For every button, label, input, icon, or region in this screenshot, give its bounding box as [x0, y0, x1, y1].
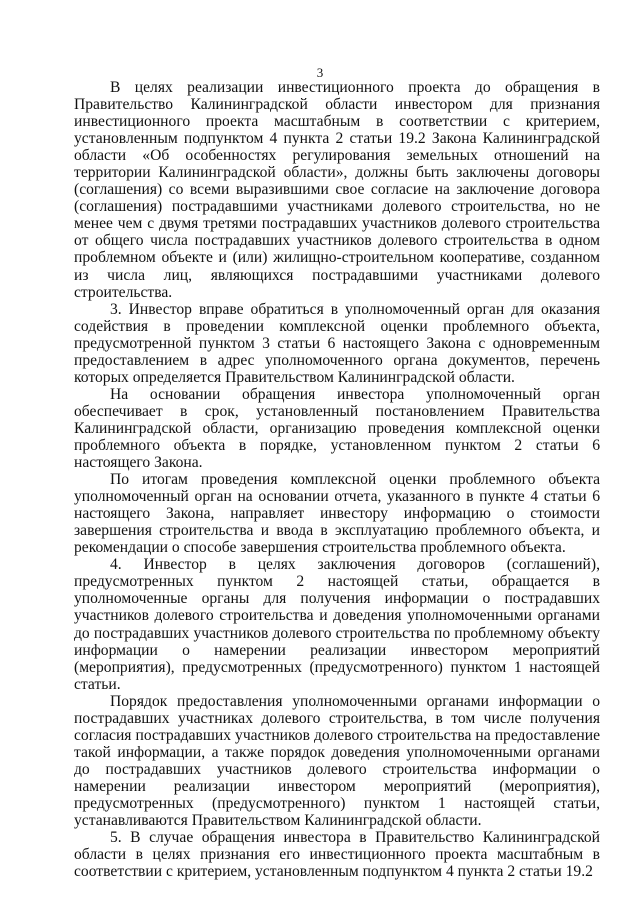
paragraph: В целях реализации инвестиционного проекта до обращения в Правительство Калининградской области инвестором для признания инвестиционного проекта масштабным в соответствии с критерием, установленным подпунктом 4 пункта 2 статьи 19.2 Закона Калининградской области «Об особенностях регулирования земельных отношений на территории Калининградской области», должны быть заключены договоры (соглашения) со всеми выразившими свое согласие на заключение договора (соглашения) пострадавшими участниками долевого строительства, но не менее чем с двумя третями пострадавших участников долевого строительства от общего числа пострадавших участников долевого строительства в одном проблемном объекте и (или) жилищно-строительном кооперативе, созданном из числа лиц, являющихся пострадавшими участниками долевого строительства.	[74, 79, 600, 301]
paragraph: 3. Инвестор вправе обратиться в уполномоченный орган для оказания содействия в проведении комплексной оценки проблемного объекта, предусмотренной пунктом 3 статьи 6 настоящего Закона с одновременным предоставлением в адрес уполномоченного органа документов, перечень которых определяется Правительством Калининградской области.	[74, 300, 600, 386]
paragraph: 4. Инвестор в целях заключения договоров (соглашений), предусмотренных пунктом 2 настоящей статьи, обращается в уполномоченные органы для получения информации о пострадавших участников долевого строительства и доведения уполномоченными органами до пострадавших участников долевого строительства по проблемному объекту информации о намерении реализации инвестором мероприятий (мероприятия), предусмотренных (предусмотренного) пунктом 1 настоящей статьи.	[74, 556, 600, 693]
document-body	[74, 79, 600, 880]
paragraph: По итогам проведения комплексной оценки проблемного объекта уполномоченный орган на основании отчета, указанного в пункте 4 статьи 6 настоящего Закона, направляет инвестору информацию о стоимости завершения строительства и ввода в эксплуатацию проблемного объекта, и рекомендации о способе завершения строительства проблемного объекта.	[74, 471, 600, 557]
paragraph: Порядок предоставления уполномоченными органами информации о пострадавших участниках долевого строительства, в том числе получения согласия пострадавших участников долевого строительства на предоставление такой информации, а также порядок доведения уполномоченными органами до пострадавших участников долевого строительства информации о намерении реализации инвестором мероприятий (мероприятия), предусмотренных (предусмотренного) пунктом 1 настоящей статьи, устанавливаются Правительством Калининградской области.	[74, 692, 600, 830]
page-number: 3	[316, 65, 324, 80]
paragraph: На основании обращения инвестора уполномоченный орган обеспечивает в срок, установленный постановлением Правительства Калининградской области, организацию проведения комплексной оценки проблемного объекта в порядке, установленном пунктом 2 статьи 6 настоящего Закона.	[74, 385, 600, 472]
paragraph: 5. В случае обращения инвестора в Правительство Калининградской области в целях признания его инвестиционного проекта масштабным в соответствии с критерием, установленным подпунктом 4 пункта 2 статьи 19.2	[74, 829, 600, 881]
